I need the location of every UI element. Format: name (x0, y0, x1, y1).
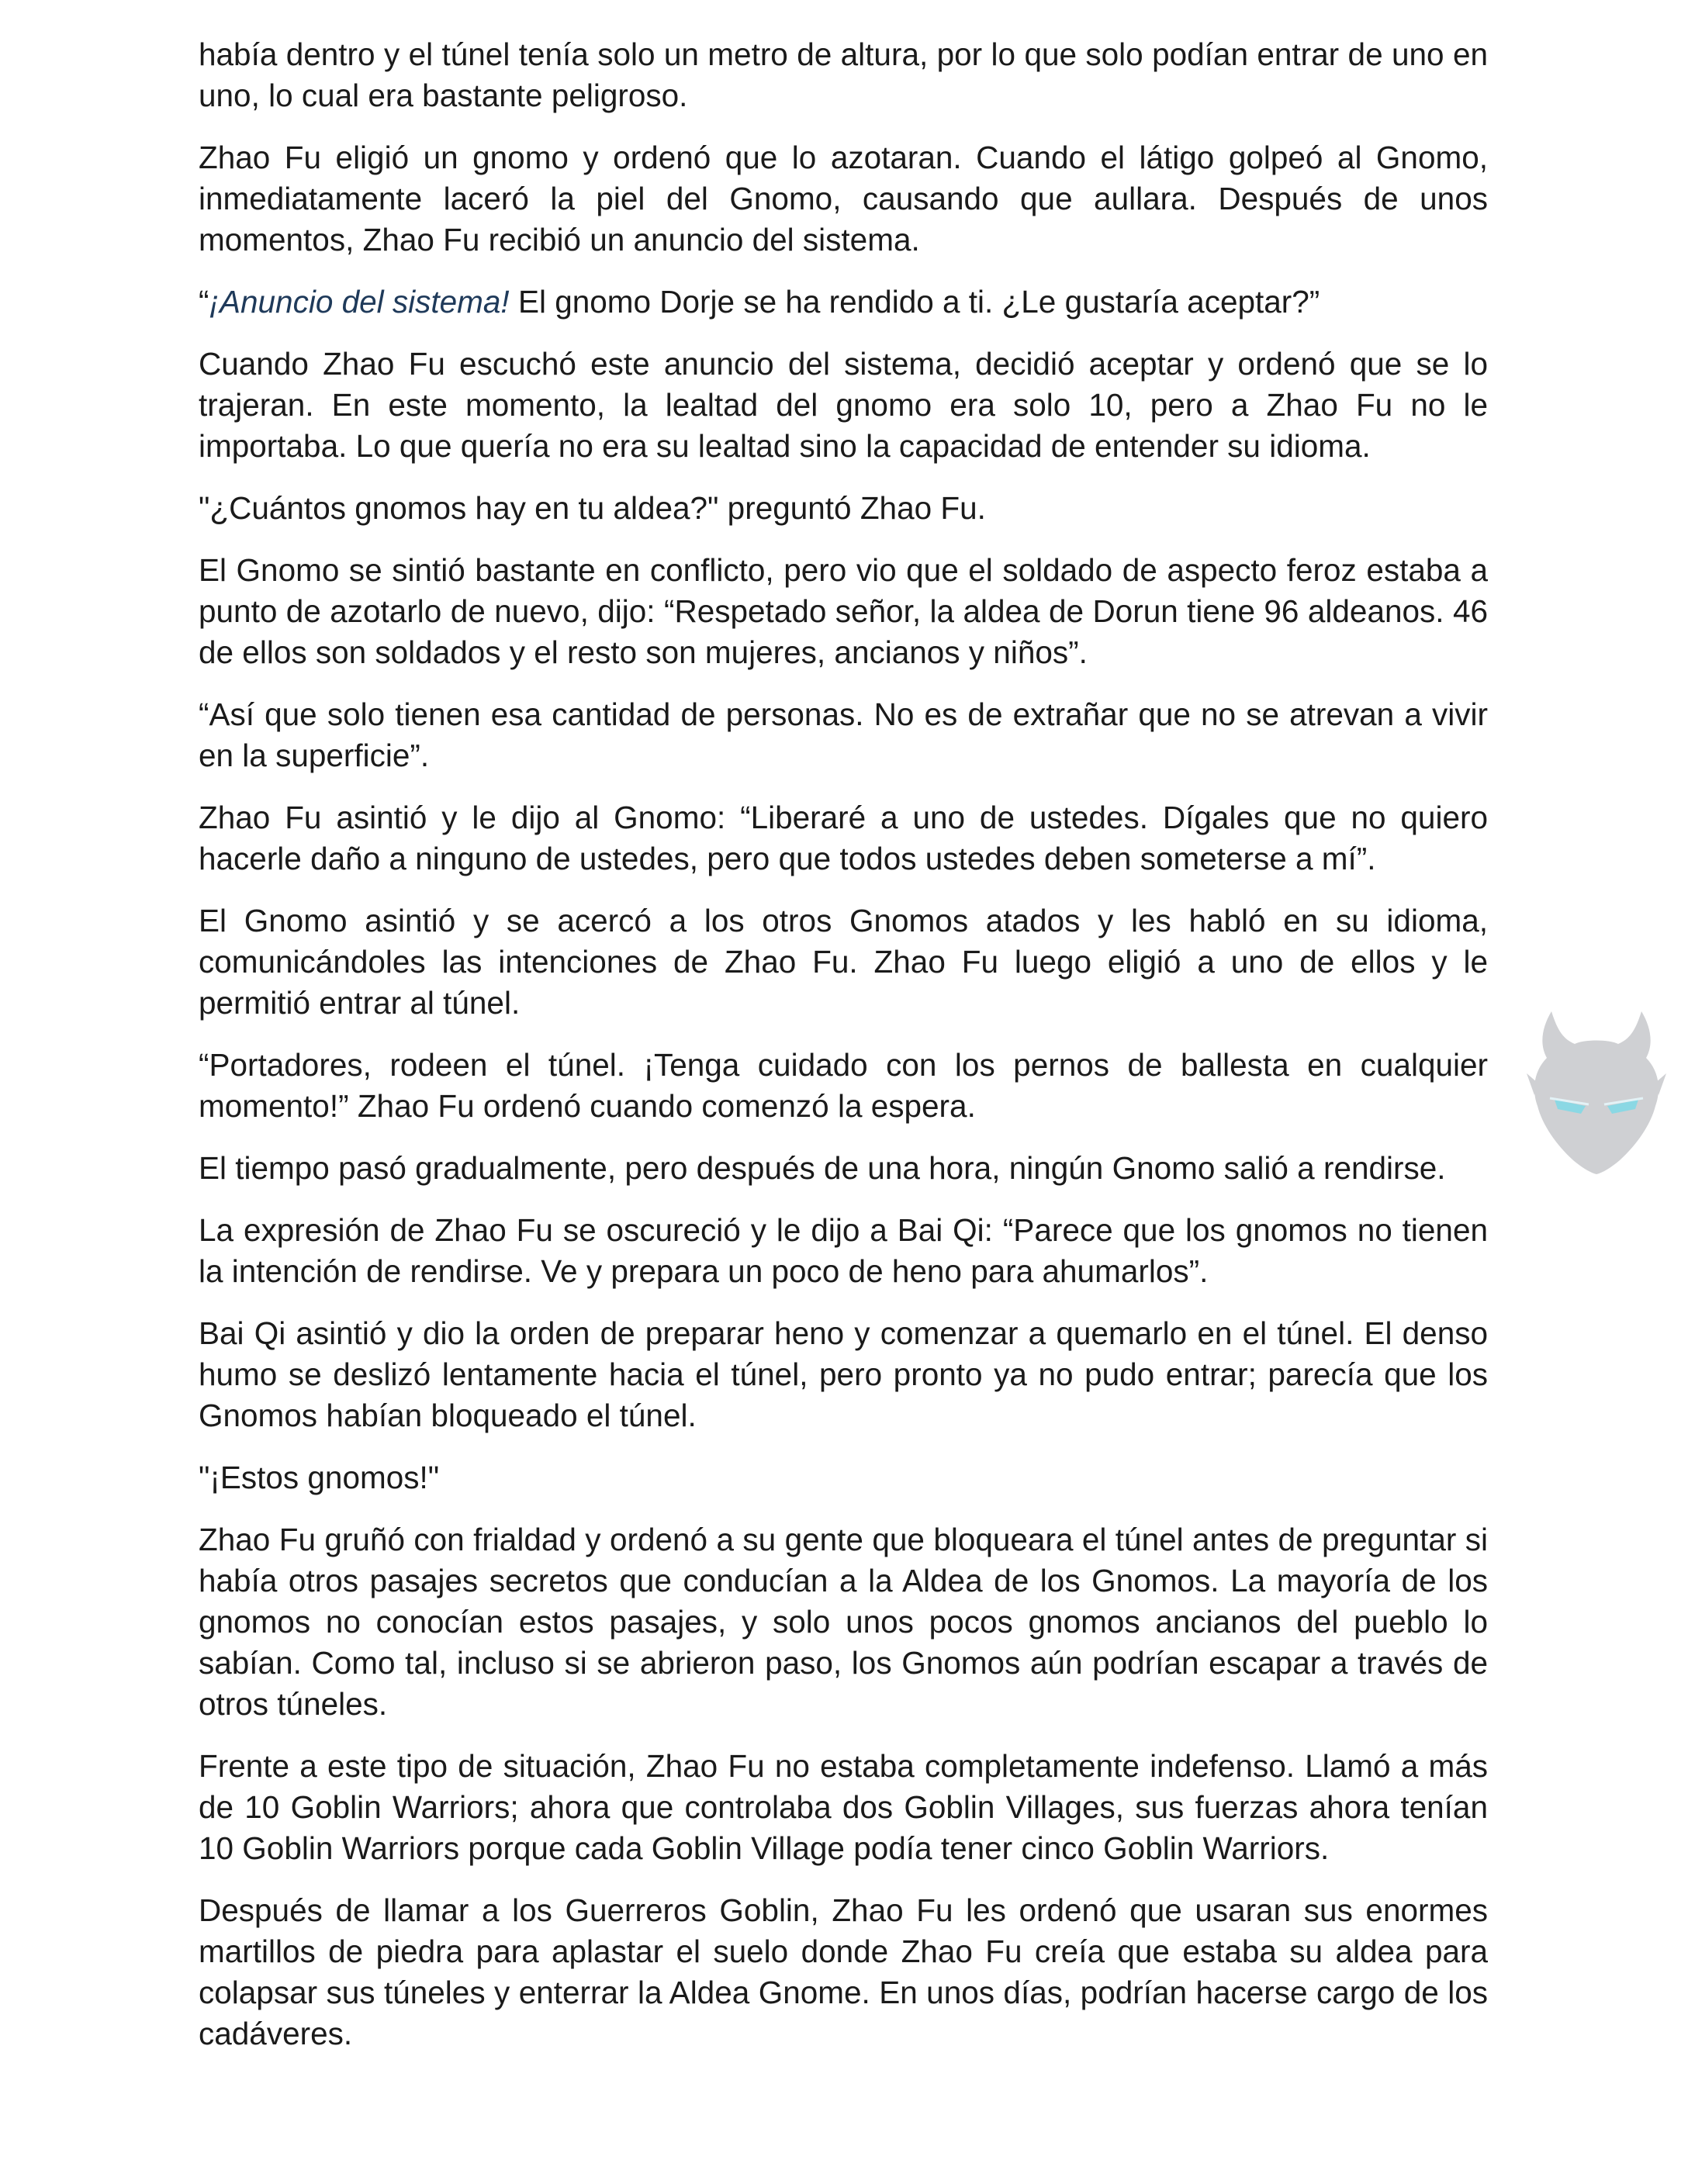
paragraph-2: Zhao Fu eligió un gnomo y ordenó que lo azotaran. Cuando el látigo golpeó al Gnomo, inmediatamente laceró la piel del Gnomo, causando que aullara. Después de unos momentos, Zhao Fu recibió un anuncio del sistema. (199, 140, 1488, 257)
paragraph-12: La expresión de Zhao Fu se oscureció y le dijo a Bai Qi: “Parece que los gnomos no tienen la intención de rendirse. Ve y prepara un poco de heno para ahumarlos”. (199, 1212, 1488, 1289)
paragraph-8: Zhao Fu asintió y le dijo al Gnomo: “Liberaré a uno de ustedes. Dígales que no quiero hacerle daño a ninguno de ustedes, pero que todos ustedes deben someterse a mí”. (199, 800, 1488, 876)
paragraph-4: Cuando Zhao Fu escuchó este anuncio del sistema, decidió aceptar y ordenó que se lo trajeran. En este momento, la lealtad del gnomo era solo 10, pero a Zhao Fu no le importaba. Lo que quería no era su lealtad sino la capacidad de entender su idioma. (199, 346, 1488, 464)
paragraph-9: El Gnomo asintió y se acercó a los otros Gnomos atados y les habló en su idioma, comunicándoles las intenciones de Zhao Fu. Zhao Fu luego eligió a uno de ellos y le permitió entrar al túnel. (199, 903, 1488, 1021)
open-quote: “ (199, 284, 209, 320)
document-body (199, 34, 1488, 2075)
paragraph-15: Zhao Fu gruñó con frialdad y ordenó a su gente que bloqueara el túnel antes de preguntar si había otros pasajes secretos que conducían a la Aldea de los Gnomos. La mayoría de los gnomos no conocían estos pasajes, y solo unos pocos gnomos ancianos del pueblo lo sabían. Como tal, incluso si se abrieron paso, los Gnomos aún podrían escapar a través de otros túneles. (199, 1522, 1488, 1722)
announcement-text: El gnomo Dorje se ha rendido a ti. ¿Le gustaría aceptar?” (509, 284, 1320, 320)
paragraph-16: Frente a este tipo de situación, Zhao Fu no estaba completamente indefenso. Llamó a más de 10 Goblin Warriors; ahora que controlaba dos Goblin Villages, sus fuerzas ahora tenían 10 Goblin Warriors porque cada Goblin Village podía tener cinco Goblin Warriors. (199, 1748, 1488, 1866)
paragraph-10: “Portadores, rodeen el túnel. ¡Tenga cuidado con los pernos de ballesta en cualquier momento!” Zhao Fu ordenó cuando comenzó la espera. (199, 1047, 1488, 1124)
paragraph-11: El tiempo pasó gradualmente, pero después de una hora, ningún Gnomo salió a rendirse. (199, 1150, 1446, 1186)
system-announcement-label: ¡Anuncio del sistema! (209, 284, 510, 320)
paragraph-system-announcement (199, 282, 1488, 323)
paragraph-14: "¡Estos gnomos!" (199, 1460, 440, 1495)
paragraph-7: “Así que solo tienen esa cantidad de personas. No es de extrañar que no se atrevan a vivir en la superficie”. (199, 696, 1488, 773)
paragraph-5: "¿Cuántos gnomos hay en tu aldea?" preguntó Zhao Fu. (199, 490, 986, 526)
paragraph-6: El Gnomo se sintió bastante en conflicto, pero vio que el soldado de aspecto feroz estaba a punto de azotarlo de nuevo, dijo: “Respetado señor, la aldea de Dorun tiene 96 aldeanos. 46 de ellos son soldados y el resto son mujeres, ancianos y niños”. (199, 552, 1488, 670)
demon-head-icon (1527, 1008, 1666, 1179)
paragraph-1: había dentro y el túnel tenía solo un metro de altura, por lo que solo podían entrar de uno en uno, lo cual era bastante peligroso. (199, 36, 1488, 113)
paragraph-13: Bai Qi asintió y dio la orden de preparar heno y comenzar a quemarlo en el túnel. El denso humo se deslizó lentamente hacia el túnel, pero pronto ya no pudo entrar; parecía que los Gnomos habían bloqueado el túnel. (199, 1315, 1488, 1433)
paragraph-17: Después de llamar a los Guerreros Goblin, Zhao Fu les ordenó que usaran sus enormes martillos de piedra para aplastar el suelo donde Zhao Fu creía que estaba su aldea para colapsar sus túneles y enterrar la Aldea Gnome. En unos días, podrían hacerse cargo de los cadáveres. (199, 1892, 1488, 2051)
